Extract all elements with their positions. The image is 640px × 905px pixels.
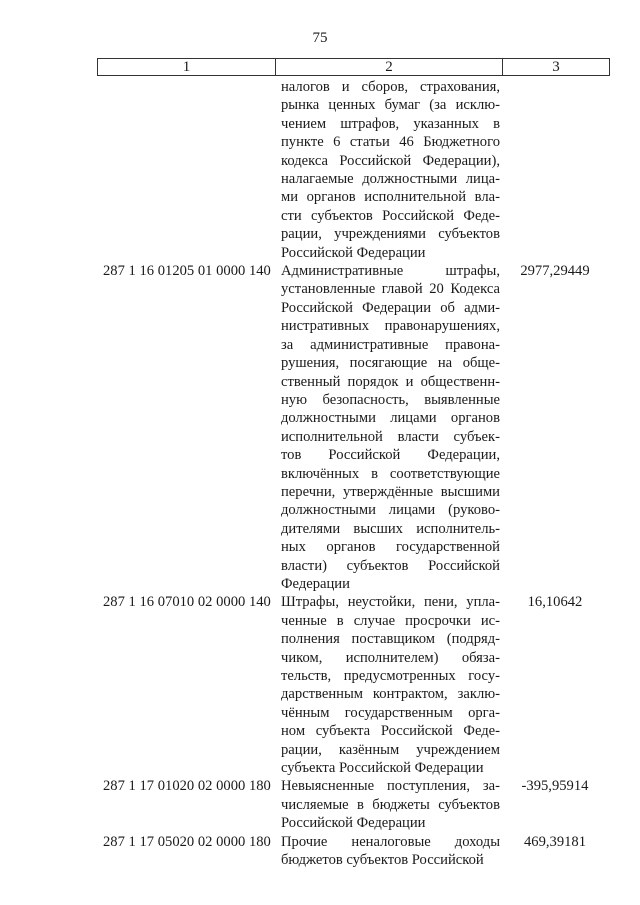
description-line: тов Российской Федерации, <box>281 447 500 464</box>
description-line: налогов и сборов, страхования, <box>281 79 500 95</box>
amount-value: 2977,29449 <box>520 263 590 280</box>
description-line: сти субъектов Российской Феде- <box>281 207 500 224</box>
description-line: кодекса Российской Федерации), <box>281 152 500 169</box>
revenue-description <box>275 833 502 870</box>
revenue-description <box>275 777 502 832</box>
table-row <box>97 833 610 870</box>
budget-classification-code: 287 1 17 01020 02 0000 180 <box>103 778 271 795</box>
description-line: числяемые в бюджеты субъектов <box>281 796 500 813</box>
page-number: 75 <box>312 30 328 46</box>
budget-classification-code: 287 1 17 05020 02 0000 180 <box>103 833 271 850</box>
description-line: тельств, предусмотренных госу- <box>281 668 500 684</box>
description-line: субъекта Российской Федерации <box>281 760 484 777</box>
description-line: ми органов исполнительной вла- <box>281 189 500 206</box>
description-line: бюджетов субъектов Российской <box>281 852 484 869</box>
description-line: рации, учреждениями субъектов <box>281 226 500 243</box>
description-line: полнения поставщиком (подряд- <box>281 631 500 648</box>
budget-classification-code <box>97 78 275 262</box>
amount-value: 469,39181 <box>523 833 587 850</box>
description-line: рации, казённым учреждением <box>281 741 500 758</box>
table-header <box>97 58 610 76</box>
description-line: Невыясненные поступления, за- <box>281 778 500 795</box>
budget-classification-code: 287 1 16 07010 02 0000 140 <box>103 594 271 611</box>
description-line: исполнительной власти субъек- <box>281 428 500 445</box>
description-line: пункте 6 статьи 46 Бюджетного <box>281 134 500 151</box>
description-line: чением штрафов, указанных в <box>281 115 500 132</box>
description-line: ном субъекта Российской Феде- <box>281 723 500 740</box>
table-row <box>97 78 610 262</box>
description-line: Прочие неналоговые доходы <box>281 833 500 850</box>
amount-value: -395,95914 <box>521 778 589 795</box>
amount-value: 16,10642 <box>527 594 583 611</box>
column-header-2: 2 <box>276 59 503 75</box>
description-line: чённым государственным орга- <box>281 704 500 721</box>
description-line: за административные правона- <box>281 336 500 353</box>
description-line: чиком, исполнителем) обяза- <box>281 649 500 666</box>
description-line: Российской Федерации об адми- <box>281 299 500 316</box>
description-line: Штрафы, неустойки, пени, упла- <box>281 594 500 611</box>
description-line: ственный порядок и общественн- <box>281 373 500 390</box>
description-line: перечни, утверждённые высшими <box>281 483 500 500</box>
table-row <box>97 262 610 593</box>
description-line: должностными лицами органов <box>281 410 500 427</box>
table-row <box>97 593 610 777</box>
revenue-description <box>275 262 502 593</box>
description-line: рынка ценных бумаг (за исклю- <box>281 97 500 114</box>
amount-value <box>502 78 608 262</box>
column-header-3: 3 <box>552 59 560 75</box>
description-line: рушения, посягающие на обще- <box>281 355 500 372</box>
description-line: Административные штрафы, <box>281 263 500 280</box>
description-line: установленные главой 20 Кодекса <box>281 281 500 298</box>
description-line: ных органов государственной <box>281 539 500 556</box>
description-line: ную безопасность, выявленные <box>281 391 500 408</box>
budget-classification-code: 287 1 16 01205 01 0000 140 <box>103 263 271 280</box>
description-line: дарственным контрактом, заклю- <box>281 686 500 703</box>
revenue-description <box>275 78 502 262</box>
description-line: включённых в соответствующие <box>281 465 500 482</box>
description-line: Российской Федерации <box>281 244 426 261</box>
description-line: власти) субъектов Российской <box>281 557 500 574</box>
description-line: дителями высших исполнитель- <box>281 520 500 537</box>
description-line: ченные в случае просрочки ис- <box>281 612 500 629</box>
description-line: налагаемые должностными лица- <box>281 171 500 188</box>
table-body <box>97 78 610 869</box>
table-row <box>97 777 610 832</box>
description-line: Российской Федерации <box>281 815 426 832</box>
description-line: нистративных правонарушениях, <box>281 318 500 335</box>
revenue-description <box>275 593 502 777</box>
description-line: Федерации <box>281 575 350 592</box>
description-line: должностными лицами (руково- <box>281 502 500 519</box>
column-header-1: 1 <box>98 59 276 75</box>
